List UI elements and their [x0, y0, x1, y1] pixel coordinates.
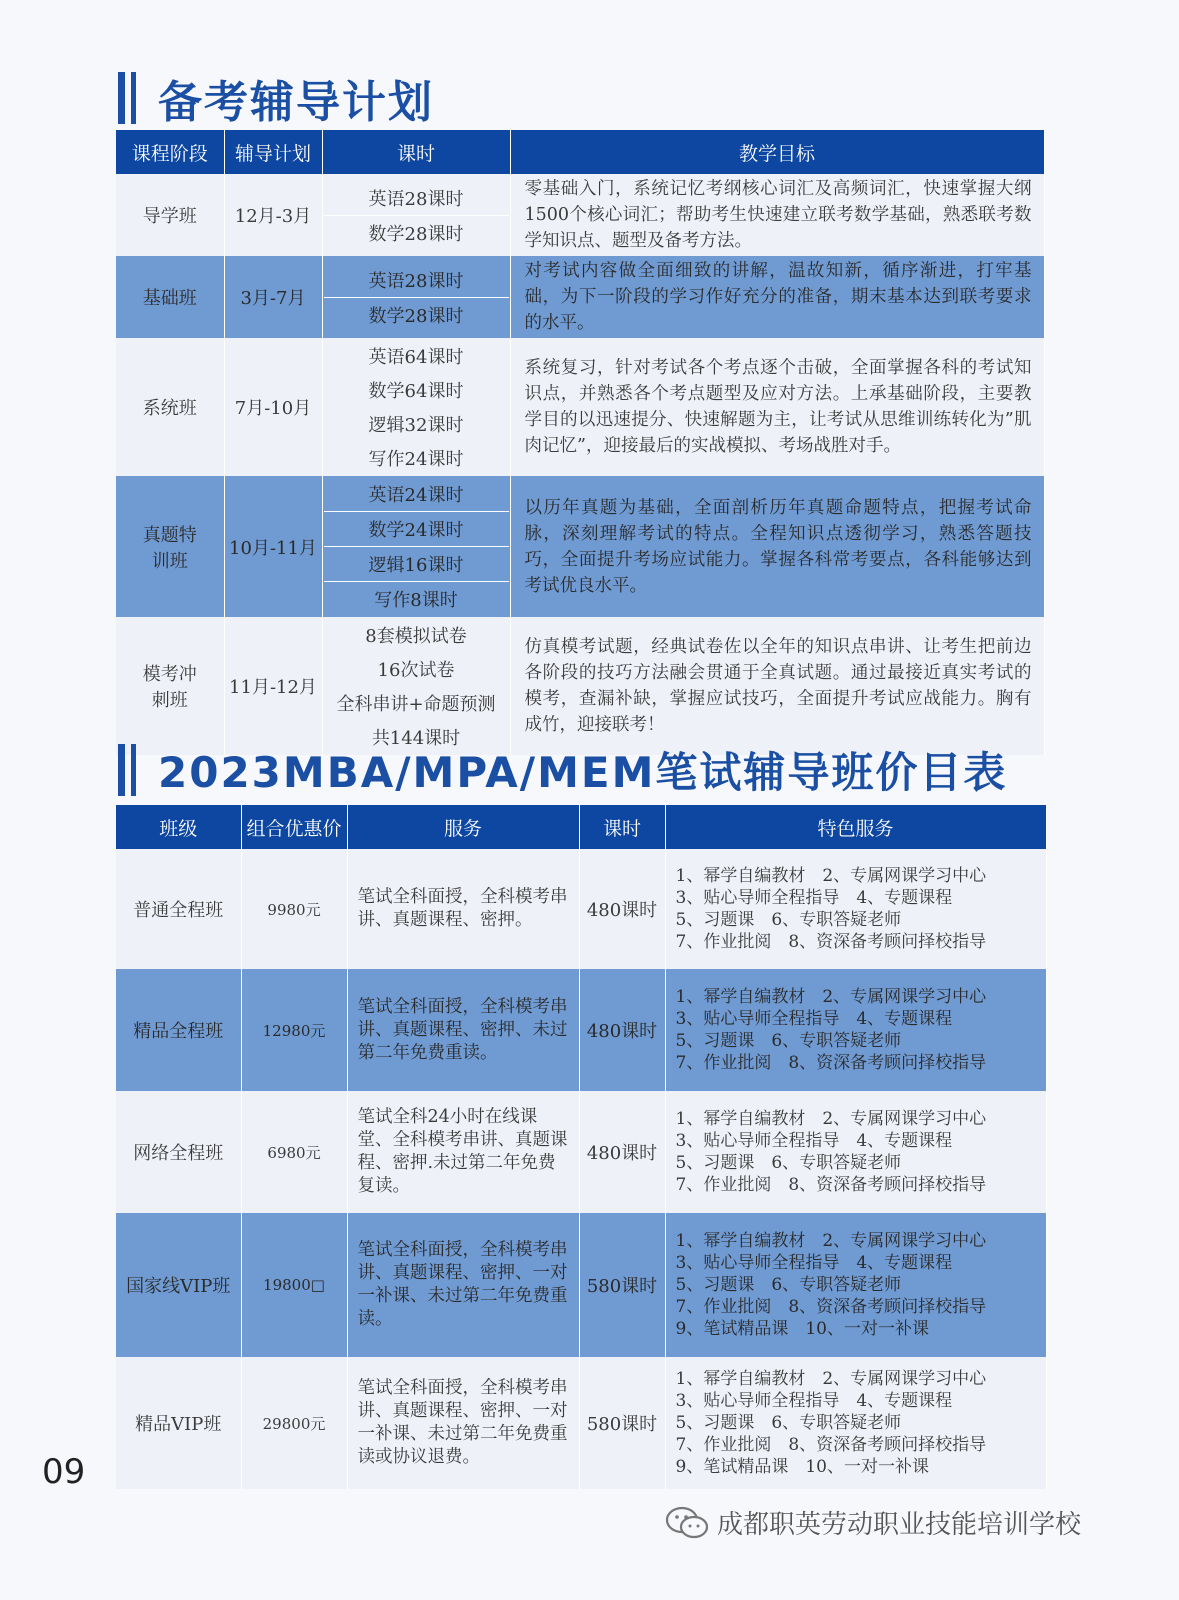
price-row: [116, 849, 1046, 969]
features-cell: 1、幂学自编教材 2、专属网课学习中心 3、贴心导师全程指导 4、专题课程 5、习题课 6、专职答疑老师 7、作业批阅 8、资深备考顾问择校指导: [665, 1091, 1046, 1213]
price-table: [116, 805, 1047, 1489]
features-cell: 1、幂学自编教材 2、专属网课学习中心 3、贴心导师全程指导 4、专题课程 5、习题课 6、专职答疑老师 7、作业批阅 8、资深备考顾问择校指导 9、笔试精品课 10、一对一补课: [665, 1213, 1046, 1357]
price-cell: 9980元: [241, 849, 347, 969]
hours-cell: 480课时: [579, 1091, 665, 1213]
service-cell: 笔试全科面授，全科模考串讲、真题课程、密押、未过第二年免费重读。: [347, 969, 579, 1091]
price-cell: 19800□: [241, 1213, 347, 1357]
plan-header-row: [116, 130, 1044, 174]
price-row: [116, 1213, 1046, 1357]
plan-section-title: [118, 66, 434, 130]
goal-cell: 以历年真题为基础，全面剖析历年真题命题特点，把握考试命脉，深刻理解考试的特点。全程知识点透彻学习，熟悉答题技巧，全面提升考场应试能力。掌握各科常考要点，各科能够达到考试优良水平。: [510, 476, 1044, 617]
plan-row: [116, 617, 1044, 755]
plan-header: 教学目标: [510, 130, 1044, 174]
price-cell: 12980元: [241, 969, 347, 1091]
plan-row: [116, 338, 1044, 476]
price-header: 服务: [347, 805, 579, 849]
class-name-cell: 国家线VIP班: [116, 1213, 241, 1357]
period-cell: 7月-10月: [224, 338, 322, 476]
service-cell: 笔试全科面授，全科模考串讲、真题课程、密押、一对一补课、未过第二年免费重读或协议退费。: [347, 1357, 579, 1489]
hours-cell: 480课时: [579, 849, 665, 969]
class-name-cell: 精品VIP班: [116, 1357, 241, 1489]
price-header: 课时: [579, 805, 665, 849]
service-cell: 笔试全科面授，全科模考串讲、真题课程、密押、一对一补课、未过第二年免费重读。: [347, 1213, 579, 1357]
footer-watermark: [665, 1504, 1081, 1541]
hours-cell: 英语28课时 数学28课时: [322, 256, 510, 338]
plan-header: 课程阶段: [116, 130, 224, 174]
hours-cell: 580课时: [579, 1213, 665, 1357]
goal-cell: 对考试内容做全面细致的讲解，温故知新，循序渐进，打牢基础，为下一阶段的学习作好充分的准备，期末基本达到联考要求的水平。: [510, 256, 1044, 338]
stage-cell: 导学班: [116, 174, 224, 256]
period-cell: 12月-3月: [224, 174, 322, 256]
plan-title: 备考辅导计划: [158, 77, 434, 128]
price-section-title: [118, 740, 1007, 800]
period-cell: 3月-7月: [224, 256, 322, 338]
hours-cell: 英语28课时 数学28课时: [322, 174, 510, 256]
price-row: [116, 969, 1046, 1091]
price-row: [116, 1091, 1046, 1213]
goal-cell: 系统复习，针对考试各个考点逐个击破，全面掌握各科的考试知识点，并熟悉各个考点题型及应对方法。上承基础阶段，主要教学目的以迅速提分、快速解题为主，让考试从思维训练转化为”肌肉记忆”，迎接最后的实战模拟、考场战胜对手。: [510, 338, 1044, 476]
hours-cell: 580课时: [579, 1357, 665, 1489]
plan-header: 课时: [322, 130, 510, 174]
goal-cell: 零基础入门，系统记忆考纲核心词汇及高频词汇，快速掌握大纲1500个核心词汇；帮助考生快速建立联考数学基础，熟悉联考数学知识点、题型及备考方法。: [510, 174, 1044, 256]
features-cell: 1、幂学自编教材 2、专属网课学习中心 3、贴心导师全程指导 4、专题课程 5、习题课 6、专职答疑老师 7、作业批阅 8、资深备考顾问择校指导 9、笔试精品课 10、一对一补课: [665, 1357, 1046, 1489]
wechat-icon: [665, 1506, 709, 1540]
class-name-cell: 普通全程班: [116, 849, 241, 969]
hours-cell: 英语24课时 数学24课时 逻辑16课时 写作8课时: [322, 476, 510, 617]
plan-table: [116, 130, 1045, 755]
price-header: 特色服务: [665, 805, 1046, 849]
plan-header: 辅导计划: [224, 130, 322, 174]
price-title: 2023MBA/MPA/MEM笔试辅导班价目表: [158, 748, 1008, 797]
service-cell: 笔试全科24小时在线课堂、全科模考串讲、真题课程、密押.未过第二年免费复读。: [347, 1091, 579, 1213]
features-cell: 1、幂学自编教材 2、专属网课学习中心 3、贴心导师全程指导 4、专题课程 5、习题课 6、专职答疑老师 7、作业批阅 8、资深备考顾问择校指导: [665, 849, 1046, 969]
stage-cell: 真题特 训班: [116, 476, 224, 617]
features-cell: 1、幂学自编教材 2、专属网课学习中心 3、贴心导师全程指导 4、专题课程 5、习题课 6、专职答疑老师 7、作业批阅 8、资深备考顾问择校指导: [665, 969, 1046, 1091]
stage-cell: 基础班: [116, 256, 224, 338]
footer-text: 成都职英劳动职业技能培训学校: [717, 1510, 1082, 1540]
price-row: [116, 1357, 1046, 1489]
plan-row: [116, 174, 1044, 256]
period-cell: 11月-12月: [224, 617, 322, 755]
hours-cell: 英语64课时 数学64课时 逻辑32课时 写作24课时: [322, 338, 510, 476]
period-cell: 10月-11月: [224, 476, 322, 617]
price-header: 班级: [116, 805, 241, 849]
stage-cell: 模考冲 刺班: [116, 617, 224, 755]
hours-cell: 8套模拟试卷 16次试卷 全科串讲+命题预测 共144课时: [322, 617, 510, 755]
class-name-cell: 精品全程班: [116, 969, 241, 1091]
price-header-row: [116, 805, 1046, 849]
plan-row: [116, 256, 1044, 338]
plan-row: [116, 476, 1044, 617]
hours-cell: 480课时: [579, 969, 665, 1091]
page-number: 09: [42, 1452, 86, 1492]
price-cell: 29800元: [241, 1357, 347, 1489]
price-header: 组合优惠价: [241, 805, 347, 849]
goal-cell: 仿真模考试题，经典试卷佐以全年的知识点串讲、让考生把前边各阶段的技巧方法融会贯通于全真试题。通过最接近真实考试的模考，查漏补缺，掌握应试技巧，全面提升考试应战能力。胸有成竹，迎接联考！: [510, 617, 1044, 755]
class-name-cell: 网络全程班: [116, 1091, 241, 1213]
service-cell: 笔试全科面授，全科模考串讲、真题课程、密押。: [347, 849, 579, 969]
stage-cell: 系统班: [116, 338, 224, 476]
price-cell: 6980元: [241, 1091, 347, 1213]
